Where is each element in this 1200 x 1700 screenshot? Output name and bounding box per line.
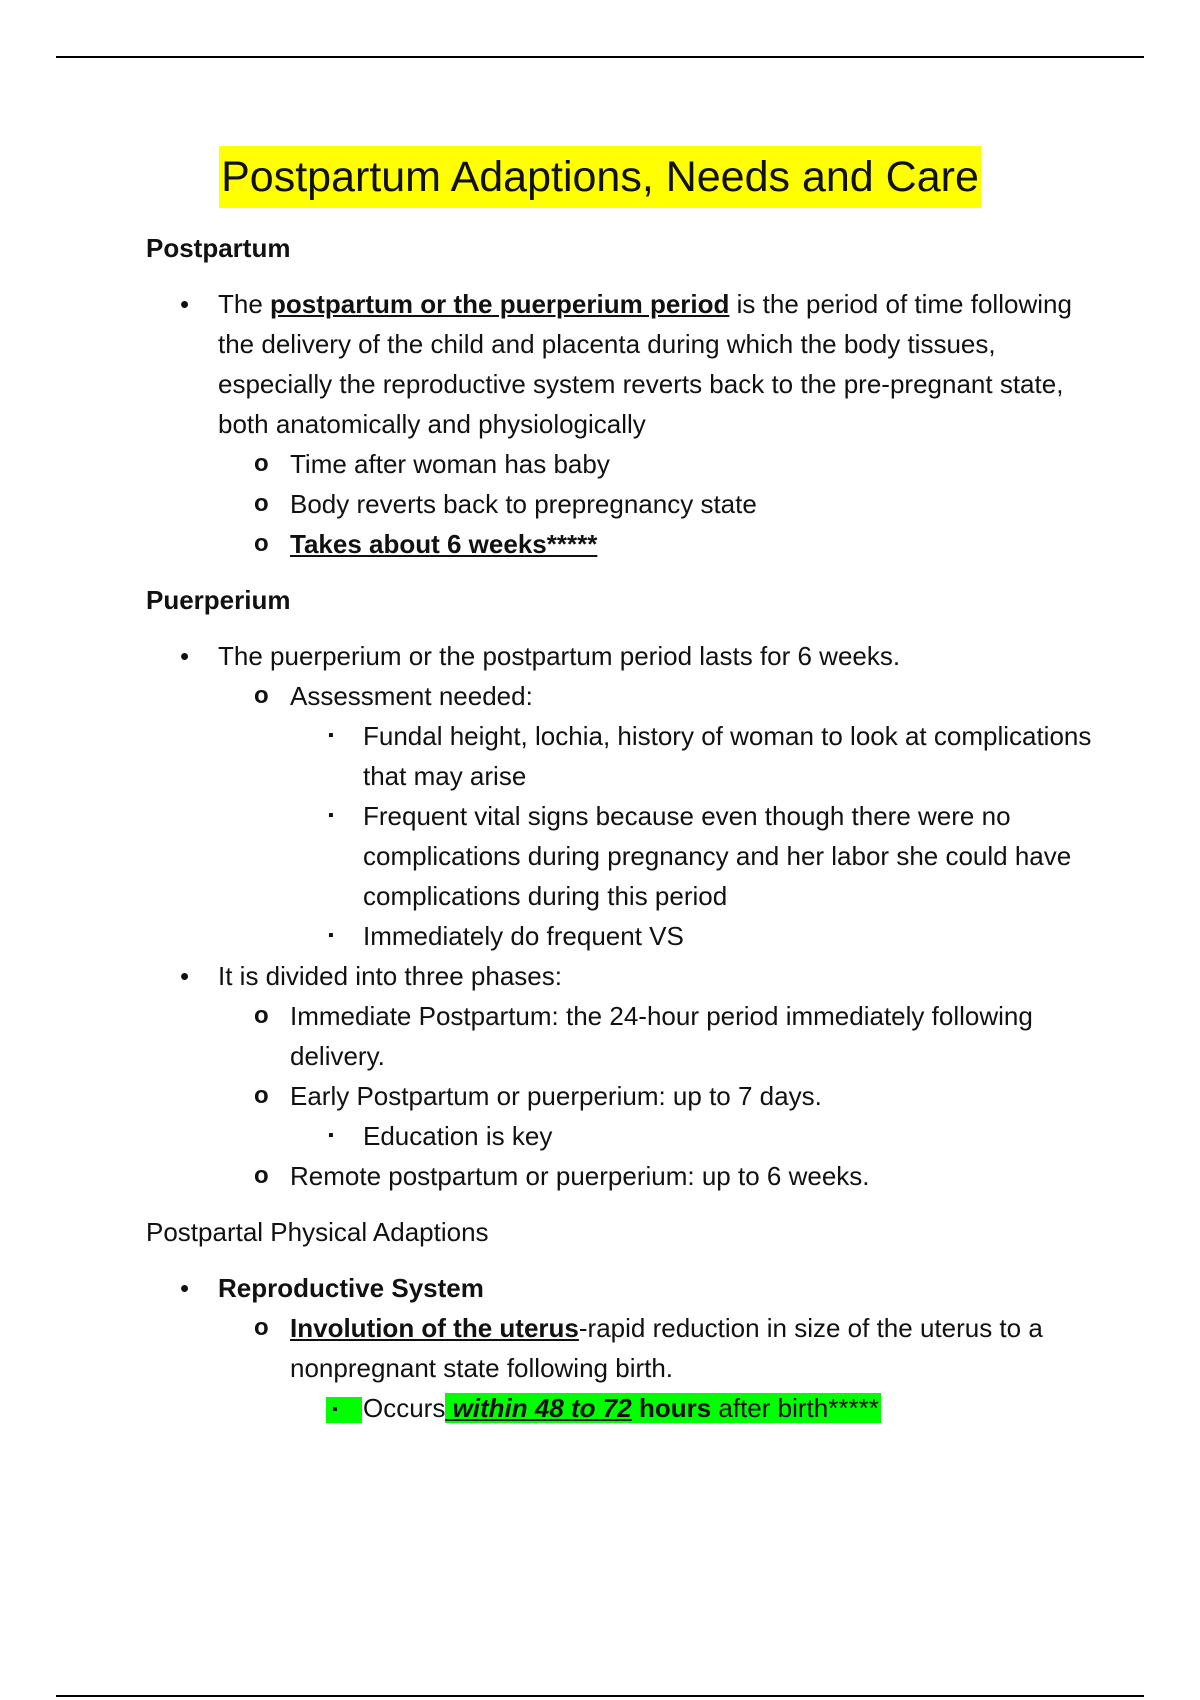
square-marker: ▪ xyxy=(328,807,334,824)
phase-text: Early Postpartum or puerperium: up to 7 days. xyxy=(290,1081,822,1111)
assessment-text: Frequent vital signs because even though there were no complications during pregnancy and her labor she could have complications during this period xyxy=(363,801,1072,911)
heading-postpartum: Postpartum xyxy=(146,233,291,263)
list-item xyxy=(146,484,1096,524)
list-item xyxy=(146,1076,1096,1116)
assessment-label: Assessment needed: xyxy=(290,681,533,711)
list-item xyxy=(146,444,1096,484)
phase-text: Immediate Postpartum: the 24-hour period immediately following delivery. xyxy=(290,1001,1033,1071)
intro-lead: The xyxy=(218,289,271,319)
title-block xyxy=(0,146,1200,208)
list-item xyxy=(146,956,1096,996)
heading-physical-adaptions: Postpartal Physical Adaptions xyxy=(146,1217,489,1247)
emphasis-point: Takes about 6 weeks***** xyxy=(290,529,598,559)
list-item xyxy=(146,1268,1096,1308)
square-marker: ▪ xyxy=(328,1127,334,1144)
system-label: Reproductive System xyxy=(218,1273,484,1303)
postpartum-list xyxy=(146,284,1096,564)
list-item xyxy=(146,916,1096,956)
puerperium-list xyxy=(146,636,1096,1196)
early-note: Education is key xyxy=(363,1121,553,1151)
header-rule xyxy=(56,56,1144,58)
point-text: The puerperium or the postpartum period lasts for 6 weeks. xyxy=(218,641,901,671)
bullet-marker: • xyxy=(180,641,190,671)
document-body xyxy=(146,228,1096,1428)
highlight-rest: after birth***** xyxy=(711,1393,879,1423)
bullet-marker: • xyxy=(180,289,190,319)
point-text: It is divided into three phases: xyxy=(218,961,562,991)
highlight-lead: Occurs xyxy=(363,1393,446,1423)
circle-marker: o xyxy=(254,1002,269,1029)
circle-marker: o xyxy=(254,682,269,709)
subpoint-text: Body reverts back to prepregnancy state xyxy=(290,489,757,519)
highlighted-item xyxy=(146,1388,1096,1428)
highlight-bold: hours xyxy=(631,1393,712,1423)
list-item xyxy=(146,1308,1096,1388)
circle-marker: o xyxy=(254,1162,269,1189)
highlight-emph: within 48 to 72 xyxy=(445,1393,632,1423)
circle-marker: o xyxy=(254,1082,269,1109)
list-item xyxy=(146,1156,1096,1196)
square-marker: ▪ xyxy=(326,1397,362,1423)
circle-marker: o xyxy=(254,450,269,477)
square-marker: ▪ xyxy=(328,727,334,744)
document-title: Postpartum Adaptions, Needs and Care xyxy=(219,146,981,208)
list-item xyxy=(146,524,1096,564)
heading-puerperium: Puerperium xyxy=(146,585,291,615)
circle-marker: o xyxy=(254,490,269,517)
list-item xyxy=(146,996,1096,1076)
list-item xyxy=(146,716,1096,796)
subpoint-text: Time after woman has baby xyxy=(290,449,610,479)
phase-text: Remote postpartum or puerperium: up to 6 weeks. xyxy=(290,1161,870,1191)
footer-rule xyxy=(56,1695,1144,1697)
involution-definition: -rapid reduction in size of the uterus to a nonpregnant state following birth. xyxy=(290,1313,1043,1383)
square-marker: ▪ xyxy=(328,927,334,944)
list-item xyxy=(146,284,1096,444)
bullet-marker: • xyxy=(180,1273,190,1303)
assessment-text: Fundal height, lochia, history of woman to look at complications that may arise xyxy=(363,721,1092,791)
intro-term: postpartum or the puerperium period xyxy=(270,289,730,319)
physical-list xyxy=(146,1268,1096,1428)
bullet-marker: • xyxy=(180,961,190,991)
list-item xyxy=(146,676,1096,716)
intro-rest: is the period of time following the delivery of the child and placenta during which the body tissues, especially the reproductive system reverts back to the pre-pregnant state, both anatomically and physiologically xyxy=(218,289,1072,439)
assessment-text: Immediately do frequent VS xyxy=(363,921,684,951)
list-item xyxy=(146,636,1096,676)
list-item xyxy=(146,1116,1096,1156)
circle-marker: o xyxy=(254,1314,269,1341)
circle-marker: o xyxy=(254,530,269,557)
list-item xyxy=(146,796,1096,916)
involution-term: Involution of the uterus xyxy=(290,1313,579,1343)
